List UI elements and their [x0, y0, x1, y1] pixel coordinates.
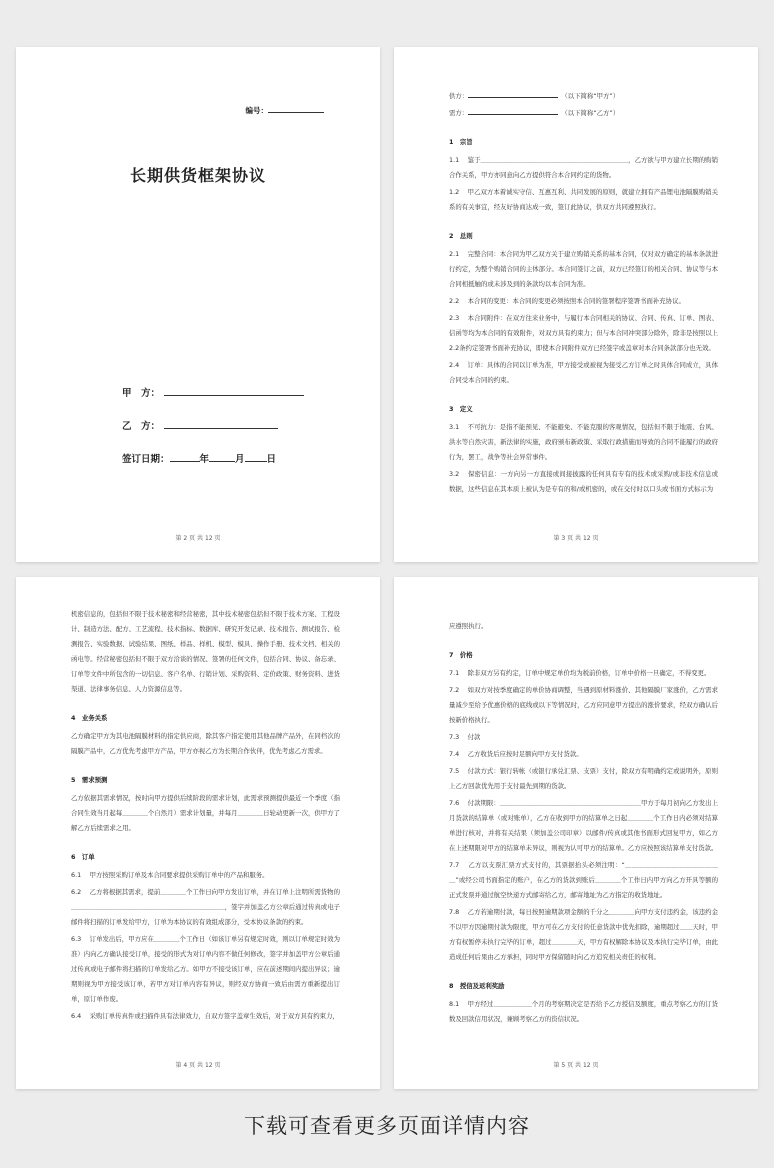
page-5-sections	[449, 648, 718, 1037]
clause-paragraph: 6.2 乙方将根据其需求，提前＿＿＿＿个工作日向甲方发出订单，并在订单上注明所需货物的＿＿＿＿＿＿＿＿＿＿＿＿＿＿＿＿＿＿＿＿＿＿＿＿，签字并加盖乙方公章后通过传真或电子邮件将扫描的订单发给甲方，订单为本协议的有效组成部分，受本协议条款的约束。	[71, 888, 340, 926]
supplier-label: 供方：	[449, 92, 469, 100]
buyer-blank	[468, 106, 558, 115]
day-blank	[245, 451, 267, 462]
party-b-label: 乙 方：	[122, 421, 161, 432]
buyer-note: （以下简称“乙方”）	[564, 109, 620, 117]
clause-paragraph: 3.1 不可抗力：是指不能预见、不能避免、不能克服的客观情况，包括但不限于地震、台风、洪水等自然灾害，新法律的实施，政府颁布新政策、采取行政措施而导致的合同不能履行的政府行为，罢工，战争等社会异常事件。	[449, 423, 718, 461]
supplier-line	[449, 89, 718, 104]
page-footer: 第 3 页 共 12 页	[553, 535, 599, 542]
month-blank	[209, 451, 235, 462]
year-label: 年	[199, 454, 210, 465]
clause-paragraph: 2.2 本合同的变更：本合同的变更必须按照本合同的签署程序签署书面补充协议。	[449, 297, 685, 305]
clause-paragraph: 2.4 订单：具体的合同以订单为准，甲方接受或被视为接受乙方订单之时具体合同成立，具体合同受本合同的约束。	[449, 361, 718, 384]
contract-page-4	[16, 577, 380, 1089]
clause-paragraph: 1.1 鉴于＿＿＿＿＿＿＿＿＿＿＿＿＿＿＿＿＿＿＿＿＿＿＿，乙方欲与甲方建立长期的购销合作关系，甲方亦同意向乙方提供符合本合同约定的货物。	[449, 156, 718, 179]
clause-paragraph: 7.3 付款	[449, 733, 481, 741]
year-blank	[170, 451, 200, 462]
document-title: 长期供货框架协议	[129, 166, 266, 185]
clause-paragraph: 乙方确定甲方为其电池隔膜材料的指定供应商，除其客户指定使用其他品牌产品外，在同档次的隔膜产品中，乙方优先考虑甲方产品，甲方亦视乙方为长期合作伙伴，优先考虑乙方需求。	[71, 732, 340, 755]
clause-paragraph: 7.5 付款方式：银行转帐（或银行承兑汇票、支票）支付，除双方有明确约定或说明外，原则上乙方回款优先用于支付最先到期的货款。	[449, 767, 718, 790]
sign-date-line	[122, 451, 276, 465]
section-heading: 7 价格	[449, 651, 473, 659]
page-footer: 第 4 页 共 12 页	[175, 1062, 221, 1069]
clause-paragraph: 1.2 甲乙双方本着诚实守信、互惠互利、共同发展的原则，就建立拥有产品锂电池隔膜购销关系的有关事宜，经友好协商达成一致，签订此协议，供双方共同遵照执行。	[449, 188, 718, 211]
download-caption: 下载可查看更多页面详情内容	[244, 1114, 530, 1138]
clause-paragraph: 2.3 本合同附件：在双方往来业务中，与履行本合同相关的协议、合同、传真、订单、图表、信函等均为本合同的有效附件，对双方具有约束力；但与本合同冲突部分除外，除非是按照以上2.2条约定签署书面补充协议，即使本合同附件双方已经签字或盖章对本合同条款部分也无效。	[449, 314, 718, 352]
section-heading: 8 授信及返利奖励	[449, 982, 505, 990]
clause-paragraph: 7.8 乙方若逾期付款，每日按照逾期款项金额的千分之＿＿＿＿向甲方支付违约金，该违约金不以甲方因逾期付款为限度，甲方可在乙方支付的任意货款中优先扣除，逾期超过＿＿天时，甲方有权暂停未执行完毕的订单，超过＿＿＿＿天，甲方有权解除本协议及本执行完毕订单，由此造成任何后果由乙方承担，同时甲方保留随时向乙方追究相关责任的权利。	[449, 908, 718, 961]
section-heading: 2 总则	[449, 232, 473, 240]
party-a-blank	[164, 385, 304, 396]
clause-paragraph: 7.4 乙方收货后应按时足额向甲方支付货款。	[449, 750, 583, 758]
page-5-content	[449, 619, 718, 1037]
month-label: 月	[235, 454, 245, 465]
page-5-intro: 应遵照执行。	[449, 622, 488, 630]
page-footer: 第 2 页 共 12 页	[175, 535, 221, 542]
page-3-sections	[449, 135, 718, 507]
contract-number-label: 编号：	[245, 106, 268, 115]
page-4-intro: 机密信息的，包括但不限于技术秘密和经营秘密，其中技术秘密包括但不限于技术方案、工程设计、制造方法、配方、工艺流程、技术指标、数据库、研究开发记录、技术报告、测试报告、检测报告、实验数据、试验结果、图纸、样品、样机、模型、模具、操作手册、技术文档、相关的函电等。经营秘密包括但不限于双方洽谈的情况、签署的任何文件，包括合同、协议、备忘录、订单等文件中所包含的一切信息、客户名单、行销计划、采购资料、定价政策、财务资料、进货渠道、法律事务信息、人力资源信息等。	[71, 610, 340, 693]
section-heading: 5 需求预测	[71, 776, 108, 784]
section-heading: 3 定义	[449, 405, 473, 413]
contract-number-blank	[268, 104, 324, 113]
day-label: 日	[266, 454, 277, 465]
page-3-content	[449, 89, 718, 507]
page-4-sections	[71, 711, 340, 1034]
clause-paragraph: 7.2 如双方对按季度确定的单价协商调整，当遇到原材料涨价、其他隔膜厂家涨价，乙方需求量减少至给予优惠价格的底线或以下等情况时，乙方应同意甲方提出的涨价要求，经双方确认后按新价格执行。	[449, 686, 718, 724]
clause-paragraph: 7.1 除非双方另有约定，订单中规定单价均为税前价格，订单中价格一旦确定，不得变更。	[449, 669, 711, 677]
clause-paragraph: 7.6 付款期限：＿＿＿＿＿＿＿＿＿＿＿＿＿＿＿＿＿＿＿＿＿＿甲方于每月初向乙方发出上月货款的结算单（或对账单），乙方在收到甲方的结算单之日起＿＿＿＿个工作日内必须对结算单进行核对，并将有关结果（须加盖公司印章）以邮件/传真或其他书面形式回复甲方，如乙方在上述期限对甲方的结算单未异议，则视为认可甲方的结算单。乙方应按照该结算单支付货款。	[449, 799, 718, 852]
cover-page	[16, 47, 380, 562]
clause-paragraph: 3.2 保密信息：一方向另一方直接或间接披露的任何具有专有的技术或采购/或非技术信息或数据，这些信息在其本质上被认为是专有的和/或机密的，或在交付时以口头或书面方式标示为	[449, 470, 718, 493]
party-b-line	[122, 418, 278, 432]
contract-page-5	[394, 577, 758, 1089]
buyer-label: 需方：	[449, 109, 469, 117]
clause-paragraph: 乙方依据其需求情况，按时向甲方提供后续阶段的需求计划，此需求预测提供最近一个季度（指合同生效当月起每＿＿＿＿个自然月）需求计划量，并每月＿＿＿＿日轮动更新一次，供甲方了解乙方后续需求之用。	[71, 794, 340, 832]
clause-paragraph: 2.1 完整合同：本合同为甲乙双方关于建立购销关系的基本合同，仅对双方确定的基本条款进行约定，为整个购销合同的主体部分。本合同签订之前，双方已经签订的相关合同、协议等与本合同相抵触的或未涉及到的条款均以本合同为准。	[449, 250, 718, 288]
section-heading: 1 宗旨	[449, 138, 473, 146]
section-heading: 4 业务关系	[71, 714, 108, 722]
party-a-label: 甲 方：	[122, 388, 161, 399]
page-footer: 第 5 页 共 12 页	[553, 1062, 599, 1069]
party-a-line	[122, 385, 304, 399]
sign-date-label: 签订日期：	[122, 454, 170, 465]
contract-number-line	[246, 104, 325, 116]
clause-paragraph: 8.1 甲方经过＿＿＿＿＿＿个月的考察期决定是否给予乙方授信及额度，重点考察乙方的订货数及回款信用状况，兼顾考察乙方的资信状况。	[449, 1000, 718, 1023]
party-b-blank	[164, 418, 278, 429]
buyer-line	[449, 106, 718, 121]
contract-page-3	[394, 47, 758, 562]
page-4-content	[71, 607, 340, 1034]
clause-paragraph: 6.1 甲方按照采购订单及本合同要求提供采购订单中的产品和服务。	[71, 871, 269, 879]
section-heading: 6 订单	[71, 853, 95, 861]
clause-paragraph: 7.7 乙方以支票汇票方式支付的，其票据抬头必须注明：“＿＿＿＿＿＿＿＿＿＿＿＿＿＿＿”或经公司书面指定的账户，在乙方的货款到账后＿＿＿＿个工作日内甲方向乙方开具等额的正式发票并通过航空快递方式邮寄给乙方，邮寄地址为乙方指定的收货地址。	[449, 861, 718, 899]
supplier-note: （以下简称“甲方”）	[564, 92, 620, 100]
clause-paragraph: 6.4 采购订单传真件或扫描件具有法律效力，自双方签字盖章生效后，对于双方具有约束力，	[71, 1012, 339, 1020]
clause-paragraph: 6.3 订单发出后，甲方应在＿＿＿＿个工作日（如该订单另有规定时效，则以订单规定时效为准）内向乙方确认接受订单，接受的形式为对订单内容不做任何修改，签字并加盖甲方公章后通过传真或电子邮件将扫描的订单发给乙方。如甲方不接受该订单，应在前述期间内提出异议；逾期则视为甲方接受该订单，若甲方对订单内容有异议，则经双方协商一致后由需方重新提出订单，原订单作废。	[71, 935, 340, 1003]
supplier-blank	[468, 89, 558, 98]
